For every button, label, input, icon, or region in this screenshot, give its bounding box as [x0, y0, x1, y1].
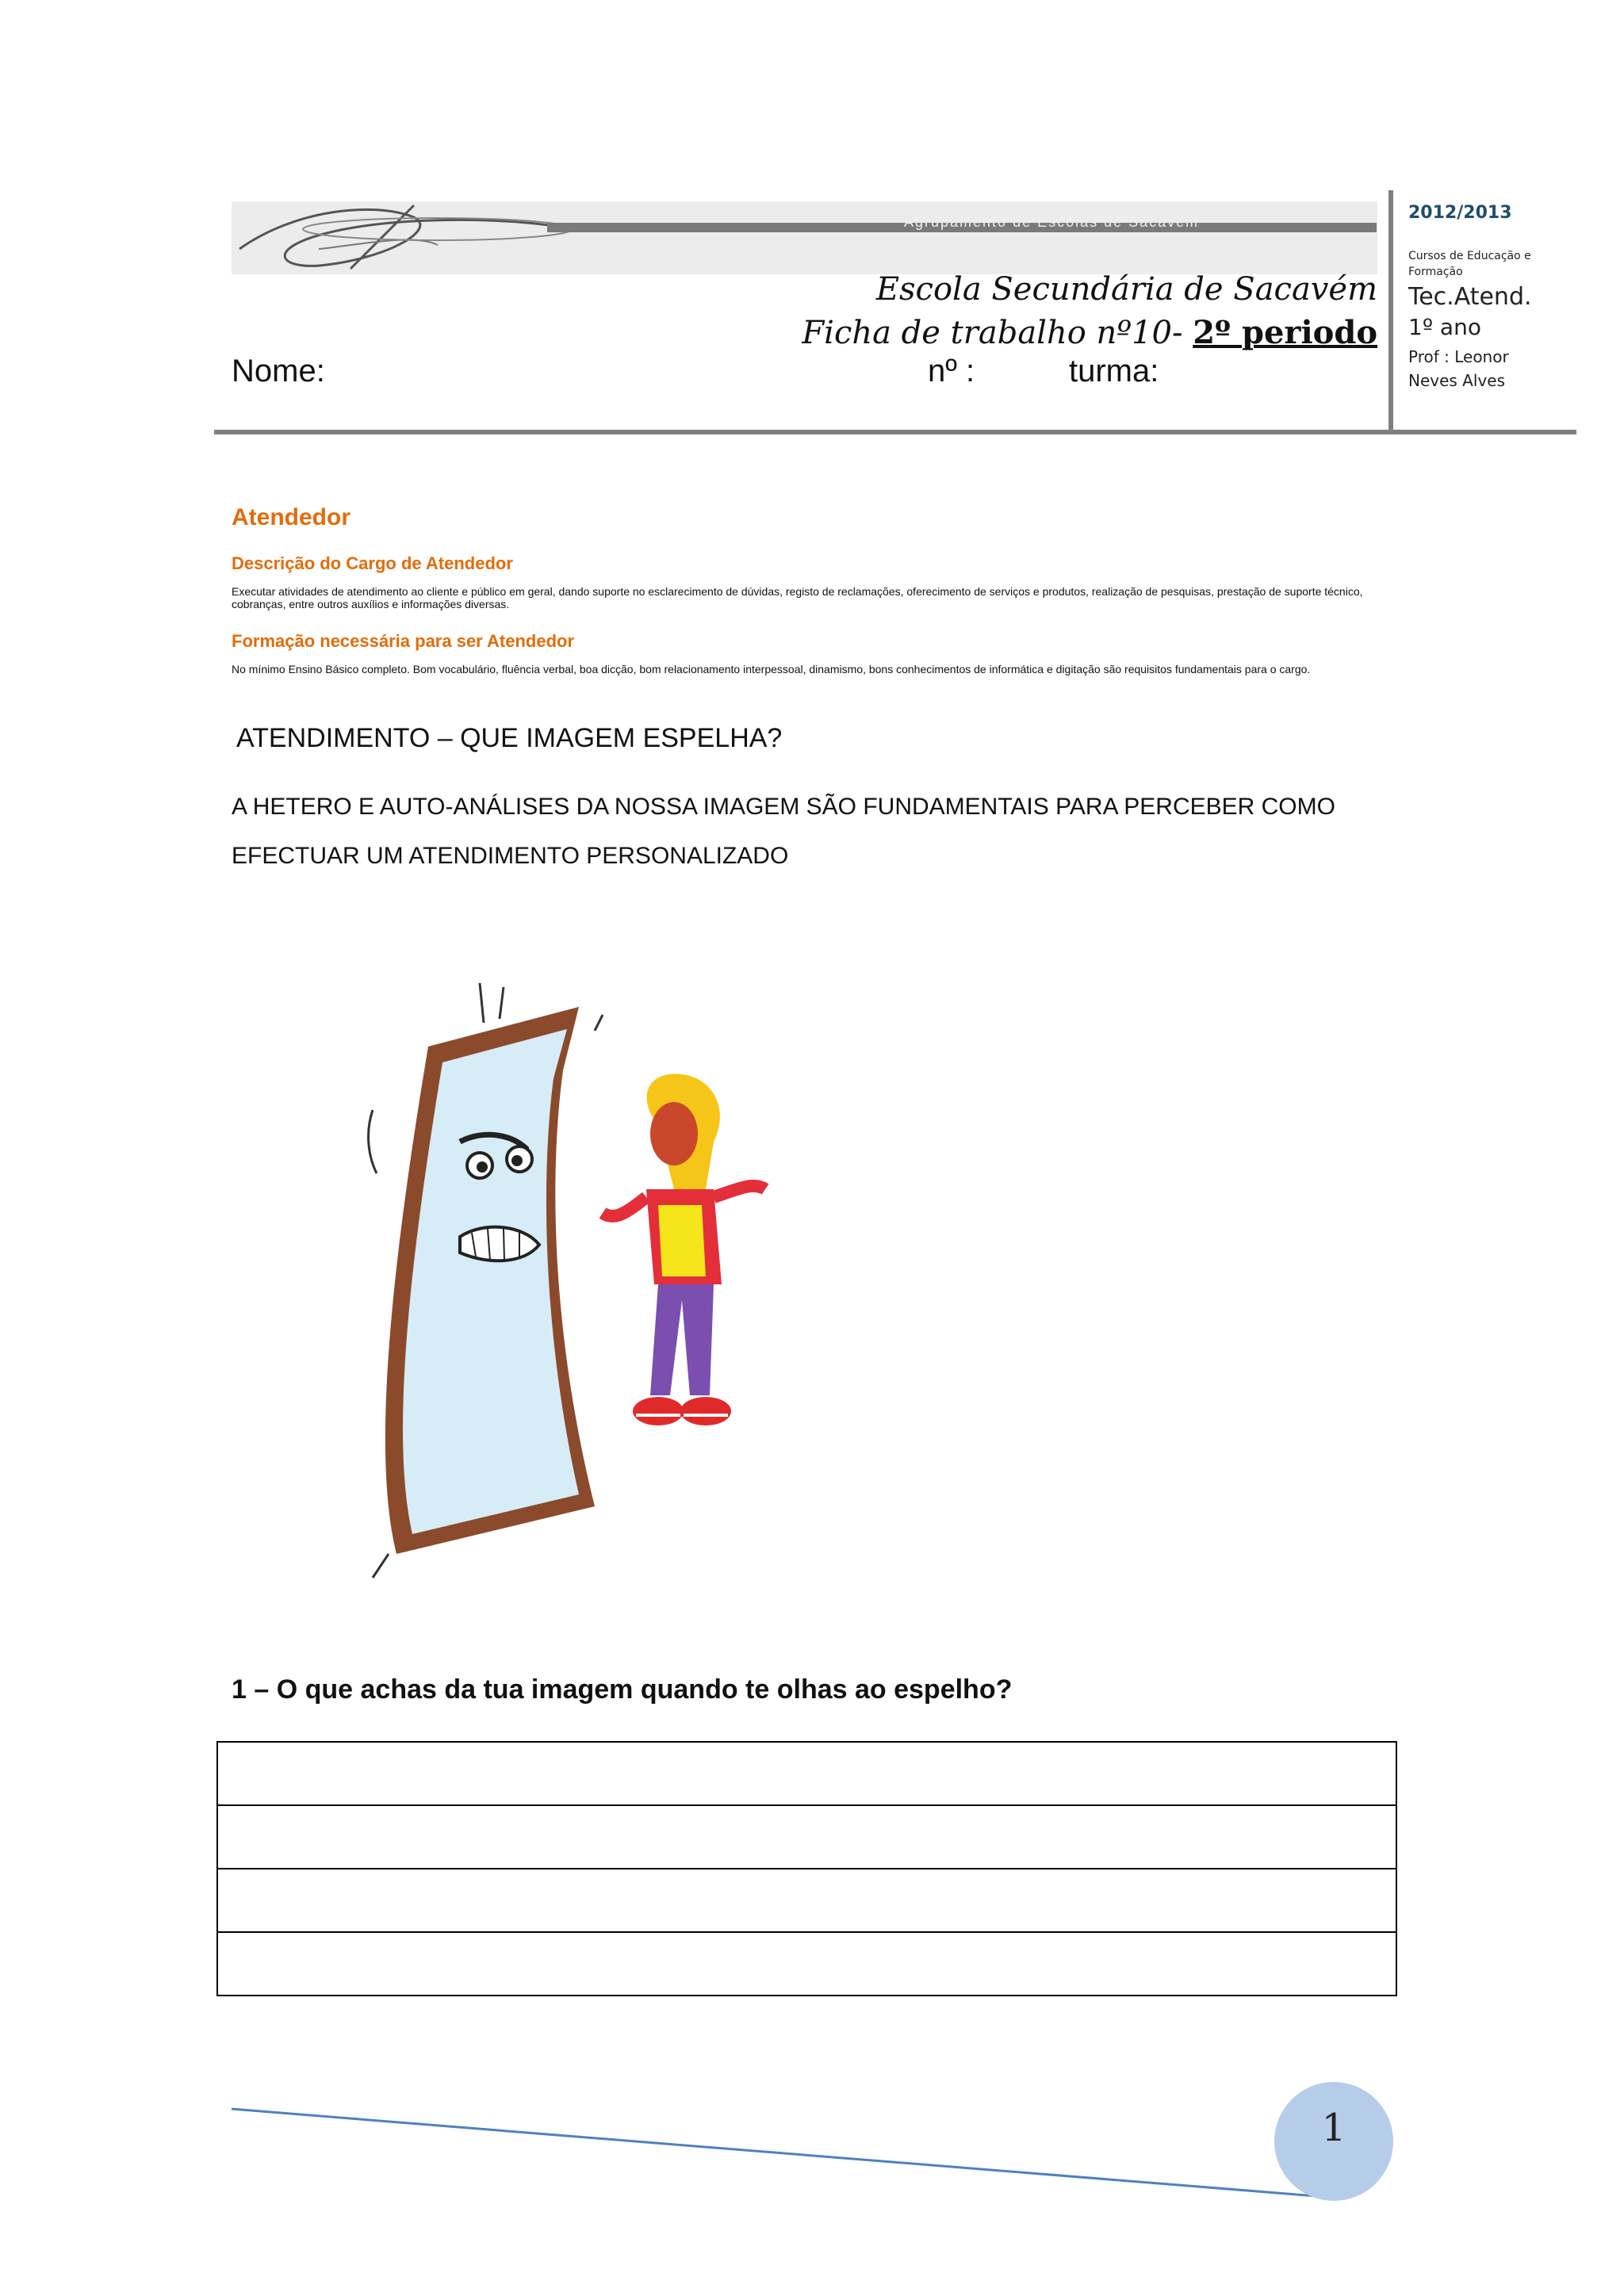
girl-figure-icon	[603, 1073, 765, 1425]
header-sidebar	[1408, 200, 1543, 392]
angry-mirror-icon	[369, 983, 603, 1578]
answer-row	[217, 1932, 1396, 1996]
sidebar-divider	[1388, 190, 1393, 431]
footer-line	[232, 2109, 1316, 2196]
class-label: turma:	[1069, 354, 1159, 388]
answer-cell[interactable]	[217, 1869, 1396, 1932]
name-label: Nome:	[232, 354, 325, 388]
number-label: nº :	[928, 354, 975, 388]
school-logo-banner	[232, 201, 1377, 274]
answer-table	[216, 1741, 1397, 1996]
answer-cell[interactable]	[217, 1805, 1396, 1869]
section-heading: ATENDIMENTO – QUE IMAGEM ESPELHA?	[236, 723, 783, 753]
answer-row	[217, 1742, 1396, 1805]
header-divider	[214, 430, 1576, 434]
answer-row	[217, 1805, 1396, 1869]
mirror-cartoon-illustration	[341, 951, 785, 1586]
answer-row	[217, 1869, 1396, 1932]
statement-line-1: A HETERO E AUTO-ANÁLISES DA NOSSA IMAGEM SÃO FUNDAMENTAIS PARA PERCEBER COMO	[232, 794, 1335, 820]
statement-line-2: EFECTUAR UM ATENDIMENTO PERSONALIZADO	[232, 843, 789, 869]
signature-logo-icon	[232, 201, 1377, 274]
page-number: 1	[1321, 2106, 1346, 2150]
training-text: No mínimo Ensino Básico completo. Bom vocabulário, fluência verbal, boa dicção, bom relacionamento interpessoal, dinamismo, bons conhecimentos de informática e digitação são requisitos fundamentais para o cargo.	[232, 663, 1311, 675]
worksheet-title	[802, 314, 1377, 351]
course-type: Cursos de Educação e Formação	[1408, 250, 1531, 278]
grade: 1º ano	[1408, 314, 1481, 340]
worksheet-period: 2º periodo	[1193, 314, 1377, 351]
answer-cell[interactable]	[217, 1742, 1396, 1805]
school-year: 2012/2013	[1408, 203, 1512, 223]
page-title: Atendedor	[232, 504, 350, 530]
course-name: Tec.Atend.	[1408, 283, 1532, 311]
description-heading: Descrição do Cargo de Atendedor	[232, 553, 513, 573]
worksheet-number: Ficha de trabalho nº10-	[802, 315, 1193, 351]
school-name: Escola Secundária de Sacavém	[875, 271, 1377, 308]
banner-school-text: Agrupamento de Escolas de Sacavém	[904, 214, 1200, 230]
answer-cell[interactable]	[217, 1932, 1396, 1996]
description-text: Executar atividades de atendimento ao cliente e público em geral, dando suporte no esclarecimento de dúvidas, registo de reclamações, oferecimento de serviços e produtos, realização de pesquisas, prestação de suporte técnico, cobranças, entre outros auxílios e informações diversas.	[232, 585, 1363, 610]
teacher-name: Prof : Leonor Neves Alves	[1408, 347, 1509, 390]
question-1: 1 – O que achas da tua imagem quando te olhas ao espelho?	[232, 1674, 1013, 1705]
training-heading: Formação necessária para ser Atendedor	[232, 631, 575, 651]
footer-decoration	[0, 2061, 1624, 2296]
